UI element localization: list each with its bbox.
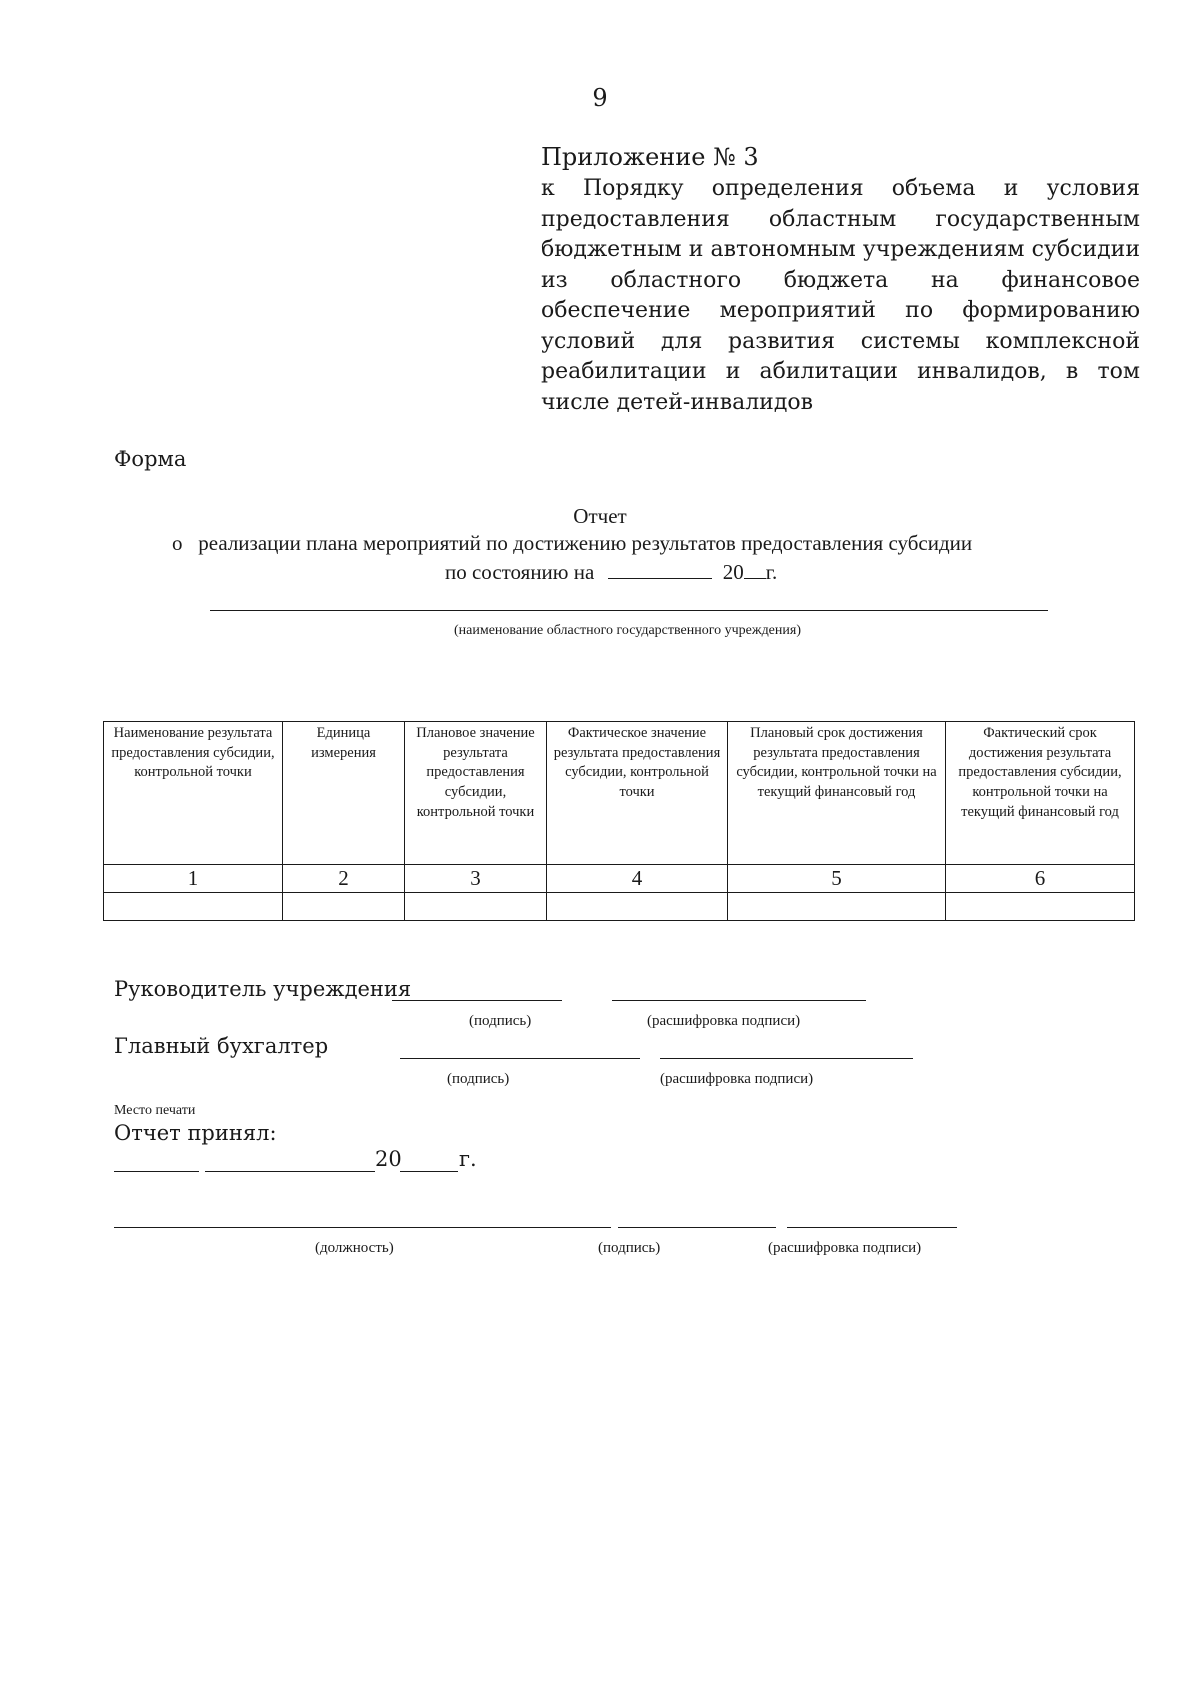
report-subtitle: о реализации плана мероприятий по достижению результатов предоставления субсидии — [172, 531, 973, 555]
table-header-cell: Наименование результата предоставления субсидии, контрольной точки — [104, 722, 283, 865]
table-header-cell: Плановый срок достижения результата предоставления субсидии, контрольной точки на текущий финансовый год — [728, 722, 946, 865]
accountant-decoding-caption: (расшифровка подписи) — [660, 1071, 814, 1087]
table-column-number: 5 — [728, 865, 946, 893]
appendix-body: к Порядку определения объема и условия предоставления областным государственным бюджетным и автономным учреждениям субсидии из областного бюджета на финансовое обеспечение мероприятий по формированию условий для развития системы комплексной реабилитации и абилитации инвалидов, в том числе детей-инвалидов — [541, 176, 1140, 415]
head-signature-line[interactable] — [392, 1000, 562, 1001]
acceptor-decoding-line[interactable] — [787, 1227, 957, 1228]
appendix-title: Приложение № 3 — [541, 143, 759, 171]
table-row — [104, 893, 1135, 921]
accepted-label: Отчет принял: — [114, 1121, 277, 1145]
table-cell[interactable] — [728, 893, 946, 921]
report-state-line — [445, 557, 777, 585]
table-header-cell: Плановое значение результата предоставления субсидии, контрольной точки — [405, 722, 547, 865]
table-cell[interactable] — [946, 893, 1135, 921]
accepted-year-line[interactable] — [400, 1171, 458, 1172]
org-name-line — [210, 610, 1048, 611]
report-table — [103, 721, 1135, 921]
acceptor-position-line[interactable] — [114, 1227, 611, 1228]
accountant-label: Главный бухгалтер — [114, 1034, 329, 1058]
head-decoding-caption: (расшифровка подписи) — [647, 1013, 801, 1029]
acceptor-signature-line[interactable] — [618, 1227, 776, 1228]
table-header-row — [104, 722, 1135, 865]
report-year-suffix: г. — [765, 560, 778, 584]
report-year-prefix: 20 — [722, 560, 744, 584]
table-cell[interactable] — [547, 893, 728, 921]
acceptor-signature-caption: (подпись) — [598, 1240, 661, 1256]
accepted-day-line[interactable] — [114, 1171, 199, 1172]
table-column-number: 6 — [946, 865, 1135, 893]
table-column-number: 2 — [283, 865, 405, 893]
head-label: Руководитель учреждения — [114, 977, 412, 1001]
page-number: 9 — [592, 84, 608, 112]
form-label: Форма — [114, 447, 187, 471]
seal-label: Место печати — [114, 1103, 196, 1118]
table-cell[interactable] — [283, 893, 405, 921]
accountant-signature-line[interactable] — [400, 1058, 640, 1059]
acceptor-decoding-caption: (расшифровка подписи) — [768, 1240, 922, 1256]
acceptor-position-caption: (должность) — [315, 1240, 394, 1256]
table-header-cell: Фактический срок достижения результата предоставления субсидии, контрольной точки на текущий финансовый год — [946, 722, 1135, 865]
accepted-year-suffix: г. — [459, 1147, 477, 1171]
report-year-blank — [744, 557, 766, 579]
report-title: Отчет — [573, 504, 627, 528]
table-number-row — [104, 865, 1135, 893]
table-column-number: 4 — [547, 865, 728, 893]
head-decoding-line[interactable] — [612, 1000, 866, 1001]
accountant-signature-caption: (подпись) — [447, 1071, 510, 1087]
accepted-month-line[interactable] — [205, 1171, 375, 1172]
table-cell[interactable] — [104, 893, 283, 921]
table-column-number: 1 — [104, 865, 283, 893]
accountant-decoding-line[interactable] — [660, 1058, 913, 1059]
report-date-blank — [608, 557, 712, 579]
table-cell[interactable] — [405, 893, 547, 921]
table-column-number: 3 — [405, 865, 547, 893]
table-header-cell: Единица измерения — [283, 722, 405, 865]
report-state-prefix: по состоянию на — [445, 560, 595, 584]
org-name-caption: (наименование областного государственного учреждения) — [454, 623, 801, 638]
head-signature-caption: (подпись) — [469, 1013, 532, 1029]
table-header-cell: Фактическое значение результата предоставления субсидии, контрольной точки — [547, 722, 728, 865]
accepted-year-prefix: 20 — [375, 1147, 402, 1171]
